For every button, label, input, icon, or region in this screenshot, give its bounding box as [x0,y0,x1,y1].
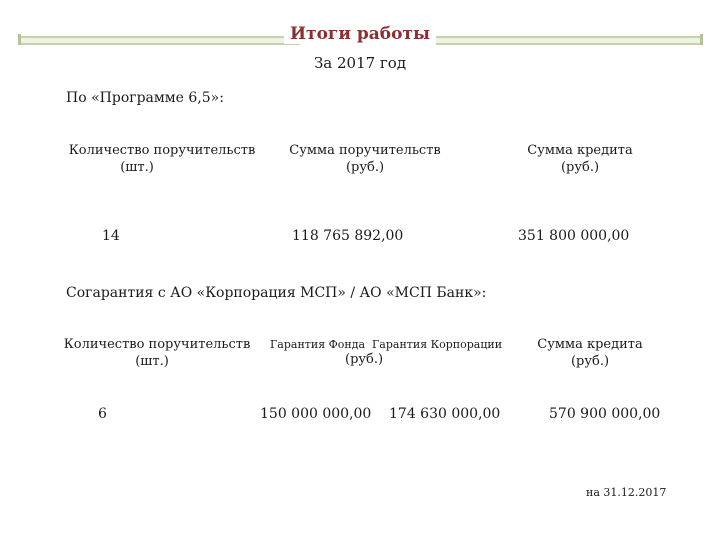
program-col-credit-label: Сумма кредита [527,143,633,158]
cog-value-corp: 174 630 000,00 [389,406,501,422]
page-title: Итоги работы [284,24,436,44]
program-col-guarantee-unit: (руб.) [345,160,385,175]
program-value-credit: 351 800 000,00 [518,228,630,244]
cog-col-credit [525,336,655,370]
cog-value-fund: 150 000 000,00 [260,406,372,422]
program-heading: По «Программе 6,5»: [66,90,224,106]
program-value-guarantee: 118 765 892,00 [292,228,404,244]
program-col-count-label: Количество поручительств [68,143,256,158]
coguarantee-heading: Согарантия с АО «Корпорация МСП» / АО «МСП Банк»: [66,285,487,301]
cog-col-fund: Гарантия Фонда [270,338,366,351]
program-col-credit [510,142,650,176]
cog-col-credit-unit: (руб.) [570,354,610,369]
cog-col-corp: Гарантия Корпорации [372,338,503,351]
program-col-guarantee-label: Сумма поручительств [289,143,441,158]
footer-date-note: на 31.12.2017 [586,486,667,499]
page-title-wrap [0,24,720,44]
cog-col-count-label: Количество поручительств [63,337,251,352]
page-subtitle: За 2017 год [313,54,407,72]
cog-col-unit: (руб.) [345,352,384,367]
cog-value-credit: 570 900 000,00 [549,406,661,422]
program-value-count: 14 [102,228,120,244]
cog-value-count: 6 [98,406,107,422]
program-col-guarantee [280,142,450,176]
program-col-count-unit: (шт.) [120,160,154,175]
cog-col-credit-label: Сумма кредита [537,337,643,352]
cog-col-count-unit: (шт.) [135,354,169,369]
program-col-count [62,142,262,176]
program-col-credit-unit: (руб.) [560,160,600,175]
cog-col-count [62,336,252,370]
